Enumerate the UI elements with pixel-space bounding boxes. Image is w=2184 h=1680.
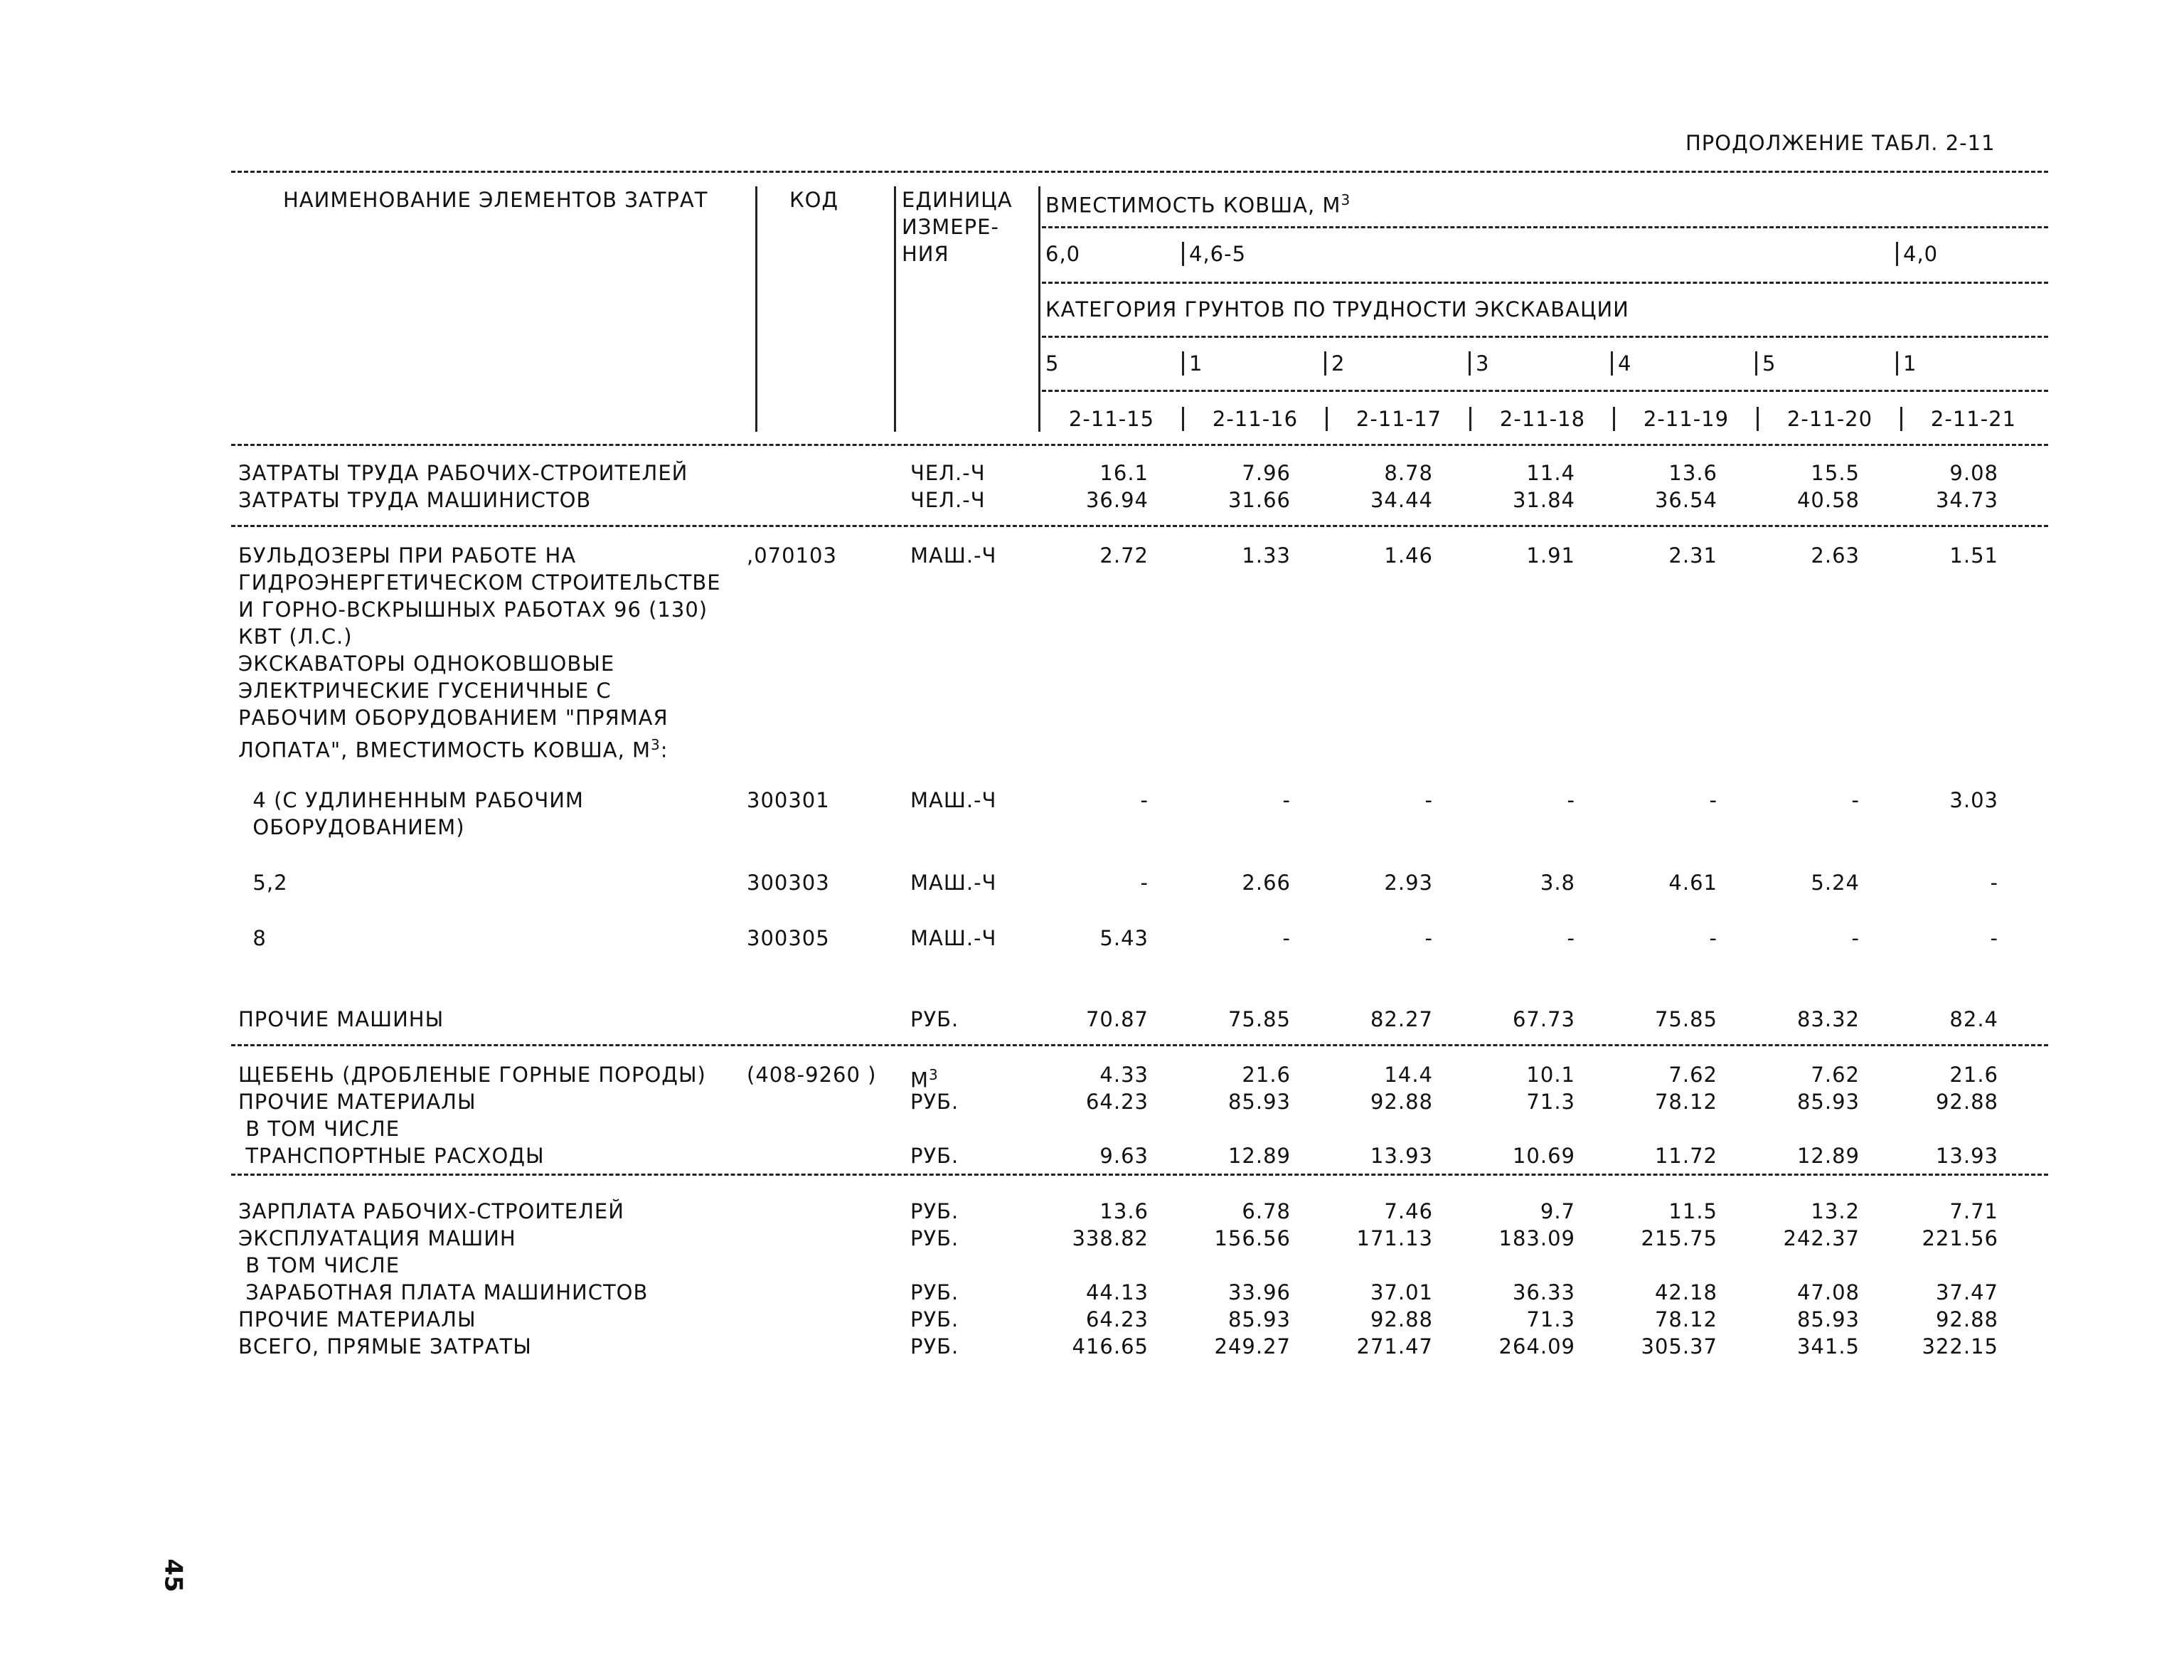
row-value: 34.73 — [1935, 488, 1998, 512]
row-value: 271.47 — [1356, 1334, 1433, 1359]
header-soil: КАТЕГОРИЯ ГРУНТОВ ПО ТРУДНОСТИ ЭКСКАВАЦИИ — [1045, 297, 1629, 321]
section-rule — [231, 525, 2048, 527]
row-value: 71.3 — [1526, 1307, 1575, 1331]
row-value: 92.88 — [1370, 1090, 1433, 1114]
row-value: 85.93 — [1227, 1090, 1291, 1114]
row-value: - — [1709, 788, 1717, 812]
row-unit: МАШ.-Ч — [910, 788, 997, 812]
row-code: 300303 — [747, 871, 830, 895]
row-name: ЗАТРАТЫ ТРУДА МАШИНИСТОВ — [238, 488, 592, 512]
row-unit: РУБ. — [910, 1199, 959, 1223]
row-value: 7.71 — [1949, 1199, 1998, 1223]
row-value: 8.78 — [1384, 461, 1433, 485]
row-value: 82.4 — [1949, 1007, 1998, 1031]
row-value: 416.65 — [1072, 1334, 1149, 1359]
row-value: 2.63 — [1811, 543, 1860, 568]
row-name: 4 (С УДЛИНЕННЫМ РАБОЧИМ — [238, 788, 584, 812]
row-value: 31.84 — [1512, 488, 1575, 512]
row-value: 9.08 — [1949, 461, 1998, 485]
row-name: ВСЕГО, ПРЯМЫЕ ЗАТРАТЫ — [238, 1334, 532, 1359]
row-value: 67.73 — [1512, 1007, 1575, 1031]
header-rule — [1042, 336, 2048, 338]
row-value: 82.27 — [1370, 1007, 1433, 1031]
cap-divider — [1182, 242, 1184, 266]
row-unit: МАШ.-Ч — [910, 543, 997, 568]
row-name: ЭКСКАВАТОРЫ ОДНОКОВШОВЫЕ — [238, 652, 615, 676]
soil-category: 5 — [1045, 351, 1060, 376]
norm-code: 2-11-19 — [1643, 407, 1730, 431]
row-unit: РУБ. — [910, 1007, 959, 1031]
row-value: 11.4 — [1526, 461, 1575, 485]
row-unit: РУБ. — [910, 1144, 959, 1168]
category-divider — [1469, 351, 1471, 376]
row-value: 13.6 — [1099, 1199, 1149, 1223]
category-divider — [1182, 351, 1184, 376]
row-value: - — [1567, 788, 1575, 812]
norm-code: 2-11-21 — [1930, 407, 2017, 431]
row-name: БУЛЬДОЗЕРЫ ПРИ РАБОТЕ НА — [238, 543, 577, 568]
header-cap-2: 4,6-5 — [1189, 242, 1247, 266]
soil-category: 4 — [1618, 351, 1632, 376]
header-bottom-rule — [231, 444, 2048, 446]
row-value: - — [1990, 926, 1998, 950]
row-code: 300301 — [747, 788, 830, 812]
code-divider — [1613, 407, 1615, 431]
code-divider — [1326, 407, 1328, 431]
row-value: 7.62 — [1811, 1063, 1860, 1087]
row-name: В ТОМ ЧИСЛЕ — [238, 1253, 400, 1277]
code-divider — [1182, 407, 1184, 431]
row-value: 75.85 — [1654, 1007, 1717, 1031]
header-unit: ИЗМЕРЕ- — [902, 215, 999, 239]
row-value: 5.24 — [1811, 871, 1860, 895]
norm-code: 2-11-16 — [1212, 407, 1299, 431]
row-name: ЗАРАБОТНАЯ ПЛАТА МАШИНИСТОВ — [238, 1280, 649, 1304]
row-value: - — [1282, 788, 1291, 812]
row-value: 37.01 — [1370, 1280, 1433, 1304]
row-value: - — [1424, 788, 1433, 812]
row-unit: РУБ. — [910, 1334, 959, 1359]
header-unit: НИЯ — [902, 242, 949, 266]
row-value: 92.88 — [1935, 1090, 1998, 1114]
row-name: КВТ (Л.С.) — [238, 624, 353, 649]
row-value: 44.13 — [1085, 1280, 1149, 1304]
row-value: 75.85 — [1227, 1007, 1291, 1031]
soil-category: 1 — [1189, 351, 1203, 376]
row-code: 300305 — [747, 926, 830, 950]
row-value: 47.08 — [1796, 1280, 1860, 1304]
row-value: 64.23 — [1085, 1307, 1149, 1331]
row-value: 11.72 — [1654, 1144, 1717, 1168]
category-divider — [1896, 351, 1898, 376]
row-value: 6.78 — [1242, 1199, 1291, 1223]
column-divider — [894, 186, 896, 432]
code-divider — [1038, 407, 1040, 431]
row-value: 305.37 — [1641, 1334, 1717, 1359]
row-value: 21.6 — [1949, 1063, 1998, 1087]
row-code: ,070103 — [747, 543, 837, 568]
row-name: ПРОЧИЕ МАТЕРИАЛЫ — [238, 1307, 476, 1331]
norm-code: 2-11-18 — [1499, 407, 1586, 431]
row-value: 9.63 — [1099, 1144, 1149, 1168]
row-name: И ГОРНО-ВСКРЫШНЫХ РАБОТАХ 96 (130) — [238, 597, 708, 622]
row-value: 249.27 — [1214, 1334, 1291, 1359]
row-value: 42.18 — [1654, 1280, 1717, 1304]
row-unit: $М^3$ — [910, 1066, 939, 1092]
row-value: 64.23 — [1085, 1090, 1149, 1114]
row-value: 92.88 — [1370, 1307, 1433, 1331]
row-value: 2.31 — [1668, 543, 1717, 568]
row-name: ТРАНСПОРТНЫЕ РАСХОДЫ — [238, 1144, 545, 1168]
row-unit: ЧЕЛ.-Ч — [910, 488, 986, 512]
row-value: 5.43 — [1099, 926, 1149, 950]
row-value: 15.5 — [1811, 461, 1860, 485]
row-name: ЗАТРАТЫ ТРУДА РАБОЧИХ-СТРОИТЕЛЕЙ — [238, 461, 688, 485]
row-value: 322.15 — [1922, 1334, 1998, 1359]
row-value: 171.13 — [1356, 1226, 1433, 1250]
row-value: 83.32 — [1796, 1007, 1860, 1031]
soil-category: 2 — [1331, 351, 1346, 376]
header-rule — [1042, 226, 2048, 228]
row-value: - — [1424, 926, 1433, 950]
row-value: 1.33 — [1242, 543, 1291, 568]
row-value: 7.96 — [1242, 461, 1291, 485]
row-value: 36.33 — [1512, 1280, 1575, 1304]
row-value: 221.56 — [1922, 1226, 1998, 1250]
row-value: 4.61 — [1668, 871, 1717, 895]
row-name: ПРОЧИЕ МАШИНЫ — [238, 1007, 444, 1031]
row-value: 12.89 — [1796, 1144, 1860, 1168]
row-value: - — [1851, 926, 1860, 950]
code-divider — [1469, 407, 1471, 431]
header-capacity: ВМЕСТИМОСТЬ КОВША, $М^3$ — [1045, 191, 1351, 218]
category-divider — [1611, 351, 1613, 376]
header-name: НАИМЕНОВАНИЕ ЭЛЕМЕНТОВ ЗАТРАТ — [283, 188, 708, 212]
row-name: РАБОЧИМ ОБОРУДОВАНИЕМ "ПРЯМАЯ — [238, 706, 668, 730]
row-value: - — [1990, 871, 1998, 895]
row-value: - — [1567, 926, 1575, 950]
row-value: - — [1709, 926, 1717, 950]
row-value: 183.09 — [1498, 1226, 1575, 1250]
table-caption: ПРОДОЛЖЕНИЕ ТАБЛ. 2-11 — [1685, 131, 1996, 155]
row-value: 3.8 — [1540, 871, 1575, 895]
row-value: 264.09 — [1498, 1334, 1575, 1359]
row-value: 16.1 — [1099, 461, 1149, 485]
row-unit: ЧЕЛ.-Ч — [910, 461, 986, 485]
row-value: 1.46 — [1384, 543, 1433, 568]
row-value: 36.54 — [1654, 488, 1717, 512]
row-value: 78.12 — [1654, 1307, 1717, 1331]
row-value: 2.66 — [1242, 871, 1291, 895]
row-unit: РУБ. — [910, 1307, 959, 1331]
row-value: 14.4 — [1384, 1063, 1433, 1087]
row-name: ЗАРПЛАТА РАБОЧИХ-СТРОИТЕЛЕЙ — [238, 1199, 624, 1223]
header-rule — [1042, 282, 2048, 284]
row-value: - — [1140, 788, 1149, 812]
row-value: 156.56 — [1214, 1226, 1291, 1250]
row-value: 13.93 — [1935, 1144, 1998, 1168]
header-unit: ЕДИНИЦА — [902, 188, 1013, 212]
row-name: 8 — [238, 926, 267, 950]
row-unit: РУБ. — [910, 1090, 959, 1114]
row-value: 341.5 — [1796, 1334, 1860, 1359]
row-name: ПРОЧИЕ МАТЕРИАЛЫ — [238, 1090, 476, 1114]
row-name: ЭЛЕКТРИЧЕСКИЕ ГУСЕНИЧНЫЕ С — [238, 679, 612, 703]
row-name: 5,2 — [238, 871, 288, 895]
norm-code: 2-11-20 — [1786, 407, 1873, 431]
row-value: 4.33 — [1099, 1063, 1149, 1087]
row-name: ОБОРУДОВАНИЕМ) — [238, 815, 465, 839]
row-value: - — [1282, 926, 1291, 950]
header-rule — [1042, 390, 2048, 392]
row-value: 1.51 — [1949, 543, 1998, 568]
row-unit: МАШ.-Ч — [910, 871, 997, 895]
row-value: 1.91 — [1526, 543, 1575, 568]
row-unit: РУБ. — [910, 1280, 959, 1304]
row-value: - — [1851, 788, 1860, 812]
row-value: 33.96 — [1227, 1280, 1291, 1304]
row-name: ЩЕБЕНЬ (ДРОБЛЕНЫЕ ГОРНЫЕ ПОРОДЫ) — [238, 1063, 706, 1087]
row-value: 37.47 — [1935, 1280, 1998, 1304]
row-value: 12.89 — [1227, 1144, 1291, 1168]
soil-category: 3 — [1476, 351, 1490, 376]
category-divider — [1324, 351, 1326, 376]
top-rule — [231, 171, 2048, 173]
row-value: 7.46 — [1384, 1199, 1433, 1223]
row-value: 13.93 — [1370, 1144, 1433, 1168]
row-value: 70.87 — [1085, 1007, 1149, 1031]
row-value: 3.03 — [1949, 788, 1998, 812]
row-value: 85.93 — [1796, 1307, 1860, 1331]
row-value: 40.58 — [1796, 488, 1860, 512]
row-name: ЛОПАТА", ВМЕСТИМОСТЬ КОВША, $М^3$: — [238, 736, 668, 762]
column-divider — [1038, 186, 1040, 432]
row-value: 242.37 — [1783, 1226, 1860, 1250]
row-value: 2.93 — [1384, 871, 1433, 895]
row-value: 85.93 — [1227, 1307, 1291, 1331]
row-value: 36.94 — [1085, 488, 1149, 512]
row-value: 11.5 — [1668, 1199, 1717, 1223]
code-divider — [1757, 407, 1759, 431]
category-divider — [1755, 351, 1757, 376]
row-value: 338.82 — [1072, 1226, 1149, 1250]
row-value: 9.7 — [1540, 1199, 1575, 1223]
page-number: 45 — [159, 1558, 188, 1593]
column-divider — [755, 186, 757, 432]
row-value: 92.88 — [1935, 1307, 1998, 1331]
header-code: КОД — [789, 188, 839, 212]
header-cap-3: 4,0 — [1903, 242, 1939, 266]
soil-category: 1 — [1903, 351, 1917, 376]
row-unit: РУБ. — [910, 1226, 959, 1250]
row-value: 85.93 — [1796, 1090, 1860, 1114]
row-value: 10.69 — [1512, 1144, 1575, 1168]
row-value: 78.12 — [1654, 1090, 1717, 1114]
row-value: 10.1 — [1526, 1063, 1575, 1087]
row-value: 2.72 — [1099, 543, 1149, 568]
row-value: 7.62 — [1668, 1063, 1717, 1087]
row-value: - — [1140, 871, 1149, 895]
row-value: 21.6 — [1242, 1063, 1291, 1087]
code-divider — [1900, 407, 1902, 431]
row-value: 31.66 — [1227, 488, 1291, 512]
row-value: 71.3 — [1526, 1090, 1575, 1114]
row-name: ЭКСПЛУАТАЦИЯ МАШИН — [238, 1226, 516, 1250]
row-value: 13.2 — [1811, 1199, 1860, 1223]
norm-code: 2-11-17 — [1355, 407, 1442, 431]
section-rule — [231, 1174, 2048, 1176]
header-cap-1: 6,0 — [1045, 242, 1081, 266]
norm-code: 2-11-15 — [1068, 407, 1155, 431]
row-name: В ТОМ ЧИСЛЕ — [238, 1117, 400, 1141]
row-value: 34.44 — [1370, 488, 1433, 512]
cap-divider — [1896, 242, 1898, 266]
row-code: (408-9260 ) — [747, 1063, 877, 1087]
row-unit: МАШ.-Ч — [910, 926, 997, 950]
section-rule — [231, 1044, 2048, 1046]
soil-category: 5 — [1762, 351, 1777, 376]
row-value: 13.6 — [1668, 461, 1717, 485]
row-value: 215.75 — [1641, 1226, 1717, 1250]
row-name: ГИДРОЭНЕРГЕТИЧЕСКОМ СТРОИТЕЛЬСТВЕ — [238, 570, 721, 595]
